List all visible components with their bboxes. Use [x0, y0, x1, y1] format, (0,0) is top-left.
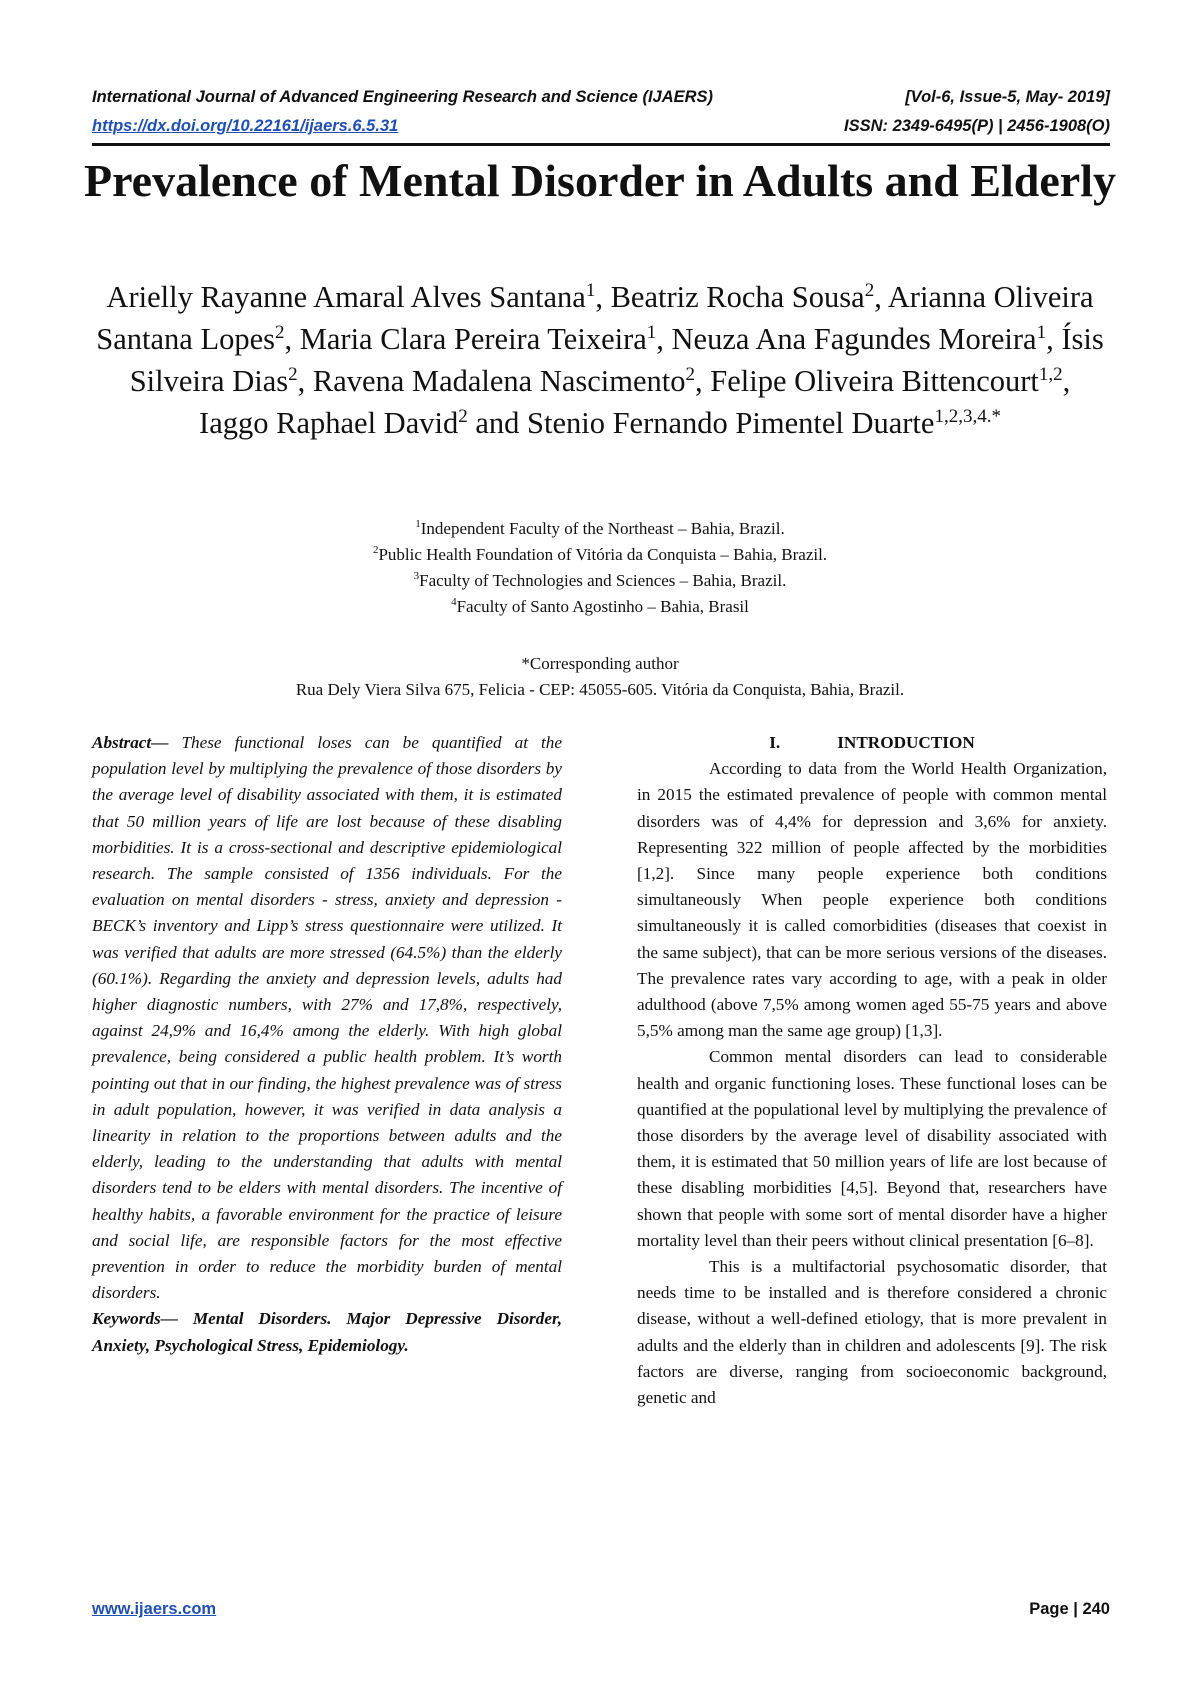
affiliation-mark: 4 — [451, 596, 457, 608]
affiliation-list — [95, 516, 1105, 620]
author-affiliation-mark: 1 — [585, 280, 596, 301]
affiliation — [95, 568, 1105, 594]
author-name: Arielly Rayanne Amaral Alves Santana — [106, 280, 586, 314]
author-name: Neuza Ana Fagundes Moreira — [671, 322, 1037, 356]
corresponding-label: *Corresponding author — [521, 654, 679, 673]
author-name: Stenio Fernando Pimentel Duarte — [527, 406, 935, 440]
section-title: INTRODUCTION — [837, 733, 975, 752]
author-affiliation-mark: 1 — [1036, 322, 1047, 343]
affiliation-text: Independent Faculty of the Northeast – Bahia, Brazil. — [420, 519, 785, 538]
affiliation-text: Faculty of Santo Agostinho – Bahia, Brasil — [456, 597, 749, 616]
author-name: Ísis Silveira Dias — [129, 322, 1104, 398]
author-list: Arielly Rayanne Amaral Alves Santana$^1$, Beatriz Rocha Sousa$^2$, Arianna Oliveira Santana Lopes$^2$, Maria Clara Pereira Teixeira$^1$, Neuza Ana Fagundes Moreira$^1$, Ísis Silveira Dias$^2$, Ravena Madalena Nascimento$^2$, Felipe Oliveira Bittencourt$^{1,2}$, Iaggo Raphael David$^2$ and Stenio Fernando Pimentel Duarte$^{1,2,3,4.*}$ — [96, 280, 1104, 440]
section-number: I. — [769, 733, 781, 752]
affiliation-text: Faculty of Technologies and Sciences – Bahia, Brazil. — [419, 571, 787, 590]
issn-info: ISSN: 2349-6495(P) | 2456-1908(O) — [843, 117, 1110, 135]
header-divider — [92, 143, 1110, 146]
intro-paragraph: This is a multifactorial psychosomatic disorder, that needs time to be installed and is therefore considered a chronic disease, without a well-defined etiology, that is more prevalent in adults and the elderly than in children and adolescents [9]. The risk factors are diverse, ranging from socioeconomic background, genetic and — [637, 1257, 1107, 1408]
intro-paragraph: According to data from the World Health Organization, in 2015 the estimated prevalence of people with common mental disorders was of 4,4% for depression and 3,6% for anxiety. Representing 322 million of people affected by the morbidities [1,2]. Since many people experience both conditions simultaneously When people experience both conditions simultaneously it is called comorbidities (diseases that coexist in the same subject), that can be more serious versions of the diseases. The prevalence rates vary according to age, with a peak in older adulthood (above 7,5% among women aged 55-75 years and above 5,5% among man the same age group) [1,3]. — [637, 759, 1107, 1041]
author-joiner: and — [475, 406, 520, 440]
author-affiliation-mark: 2 — [288, 364, 298, 385]
affiliation-text: Public Health Foundation of Vitória da Conquista – Bahia, Brazil. — [378, 545, 828, 564]
doi-link[interactable]: https://dx.doi.org/10.22161/ijaers.6.5.31 — [92, 117, 399, 135]
website-link[interactable]: www.ijaers.com — [92, 1600, 217, 1618]
section-heading — [637, 730, 1107, 756]
author-name: Arianna Oliveira Santana Lopes — [96, 280, 1094, 356]
intro-paragraph: Common mental disorders can lead to considerable health and organic functioning loses. These functional loses can be quantified at the populational level by multiplying the prevalence of those disorders by the average level of disability associated with them, it is estimated that 50 million years of life are lost because of these disabling morbidities [4,5]. Beyond that, researchers have shown that people with some sort of mental disorder have a higher mortality level than their peers without clinical presentation [6–8]. — [637, 1047, 1107, 1250]
affiliation — [95, 542, 1105, 568]
abstract-body — [92, 730, 562, 1306]
author — [313, 364, 695, 398]
author-affiliation-mark: 2 — [864, 280, 875, 301]
affiliation-mark: 1 — [415, 518, 421, 530]
volume-info: [Vol-6, Issue-5, May- 2019] — [905, 88, 1110, 106]
author-name: Maria Clara Pereira Teixeira — [299, 322, 647, 356]
corresponding-address: Rua Dely Viera Silva 675, Felicia - CEP: 45055-605. Vitória da Conquista, Bahia, Brazil. — [295, 680, 905, 699]
affiliation — [95, 594, 1105, 620]
author — [106, 280, 595, 314]
author — [611, 280, 875, 314]
abstract-text: These functional loses can be quantified at the population level by multiplying the prevalence of those disorders by the average level of disability associated with them, it is estimated that 50 million years of life are lost because of these disabling morbidities. It is a cross-sectional and descriptive epidemiological research. The sample consisted of 1356 individuals. For the evaluation on mental disorders - stress, anxiety and depression - BECK’s inventory and Lipp’s stress questionnaire were utilized. It was verified that adults are more stressed (64.5%) than the elderly (60.1%). Regarding the anxiety and depression levels, adults had higher diagnostic numbers, with 27% and 17,8%, respectively, against 24,9% and 16,4% among the elderly. With high global prevalence, being considered a public health problem. It’s worth pointing out that in our finding, the highest prevalence was of stress in adult population, however, it was verified in data analysis a linearity in relation to the proportions between adults and the elderly, leading to the understanding that adults with mental disorders tend to be elders with mental disorders. The incentive of healthy habits, a favorable environment for the practice of leisure and social life, are responsible factors for the most effective prevention in order to reduce the morbidity burden of mental disorders. — [92, 733, 563, 1303]
page-number: Page | 240 — [1029, 1600, 1110, 1618]
author-affiliation-mark: 2 — [685, 364, 696, 385]
corresponding-author — [95, 651, 1105, 703]
journal-name: International Journal of Advanced Engineering Research and Science (IJAERS) — [92, 88, 714, 106]
author — [527, 406, 1001, 440]
introduction-section — [637, 730, 1107, 1411]
author-name: Beatriz Rocha Sousa — [610, 280, 865, 314]
author-affiliation-mark: 1,2 — [1038, 364, 1063, 385]
author-affiliation-mark: 2 — [275, 322, 285, 343]
abstract-section — [92, 730, 562, 1359]
author — [672, 322, 1047, 356]
author — [710, 364, 1062, 398]
affiliation — [95, 516, 1105, 542]
affiliation-mark: 2 — [372, 544, 379, 556]
author-affiliation-mark: 1 — [646, 322, 657, 343]
keywords-text: Mental Disorders. Major Depressive Disorder, Anxiety, Psychological Stress, Epidemiology. — [92, 1309, 562, 1355]
paper-title: Prevalence of Mental Disorder in Adults and Elderly — [84, 155, 1116, 206]
author — [300, 322, 657, 356]
keywords — [92, 1306, 562, 1358]
affiliation-mark: 3 — [413, 570, 420, 582]
author-name: Iaggo Raphael David — [199, 406, 459, 440]
author-affiliation-mark: 2 — [458, 406, 468, 427]
author-name: Felipe Oliveira Bittencourt — [710, 364, 1039, 398]
author-name: Ravena Madalena Nascimento — [312, 364, 686, 398]
author-affiliation-mark: 1,2,3,4.* — [934, 406, 1001, 427]
abstract-label: Abstract— — [92, 733, 169, 752]
keywords-label: Keywords— — [92, 1309, 178, 1329]
author — [199, 406, 468, 440]
